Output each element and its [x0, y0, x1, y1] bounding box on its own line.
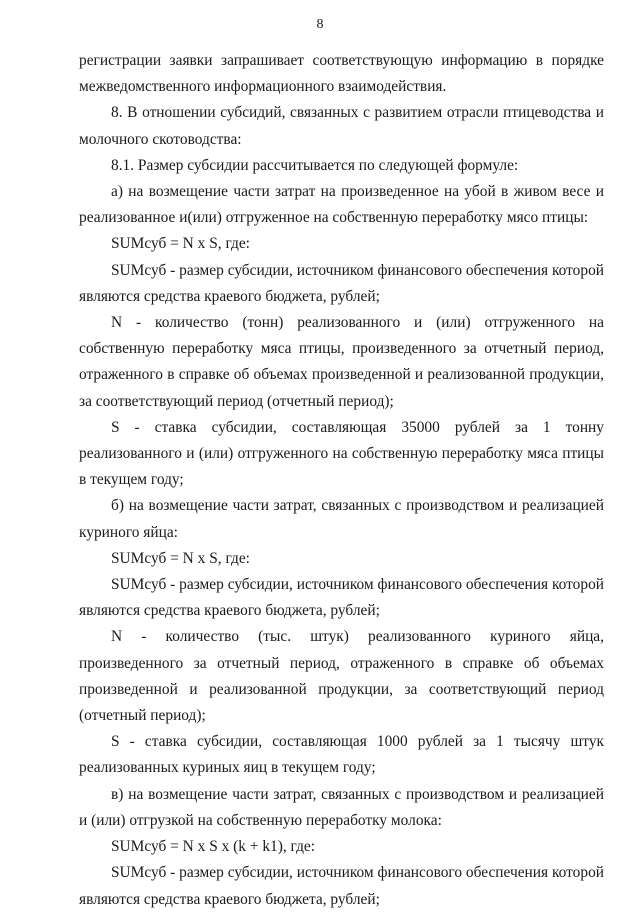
paragraph-section-8-1: 8.1. Размер субсидии рассчитывается по следующей формуле: — [111, 156, 519, 174]
paragraph-continuation: регистрации заявки запрашивает соответствующую информацию в порядке межведомственного информационного взаимодействия. — [79, 52, 604, 96]
paragraph-item-v: в) на возмещение части затрат, связанных с производством и реализацией и (или) отгрузкой на собственную переработку молока: — [79, 785, 604, 829]
formula-v: SUMсуб = N x S x (k + k1), где: — [111, 838, 316, 856]
definition-sum-v: SUMсуб - размер субсидии, источником финансового обеспечения которой являются средства краевого бюджета, рублей; — [79, 864, 604, 908]
definition-sum-a: SUMсуб - размер субсидии, источником финансового обеспечения которой являются средства краевого бюджета, рублей; — [79, 261, 604, 305]
definition-sum-b: SUMсуб - размер субсидии, источником финансового обеспечения которой являются средства краевого бюджета, рублей; — [79, 576, 604, 620]
paragraph-item-b: б) на возмещение части затрат, связанных с производством и реализацией куриного яйца: — [79, 497, 604, 541]
paragraph-item-a: а) на возмещение части затрат на произведенное на убой в живом весе и реализованное и(или) отгруженное на собственную переработку мясо птицы: — [79, 183, 604, 227]
page-number: 8 — [316, 17, 324, 32]
definition-n-a: N - количество (тонн) реализованного и (или) отгруженного на собственную переработку мяса птицы, произведенного за отчетный период, отраженного в справке об объемах произведенной и реализованной продукции, за соответствующий период (отчетный период); — [79, 314, 604, 410]
formula-a: SUMсуб = N x S, где: — [111, 235, 250, 253]
definition-s-b: S - ставка субсидии, составляющая 1000 рублей за 1 тысячу штук реализованных куриных яиц в текущем году; — [79, 733, 604, 777]
definition-s-a: S - ставка субсидии, составляющая 35000 рублей за 1 тонну реализованного и (или) отгруженного на собственную переработку мяса птицы в текущем году; — [79, 418, 604, 489]
definition-n-b: N - количество (тыс. штук) реализованного куриного яйца, произведенного за отчетный период, отраженного в справке об объемах произведенной и реализованной продукции, за соответствующий период (отчетный период); — [79, 628, 604, 725]
paragraph-section-8: 8. В отношении субсидий, связанных с развитием отрасли птицеводства и молочного скотоводства: — [79, 104, 604, 148]
document-body — [79, 48, 604, 913]
formula-b: SUMсуб = N x S, где: — [111, 549, 250, 567]
